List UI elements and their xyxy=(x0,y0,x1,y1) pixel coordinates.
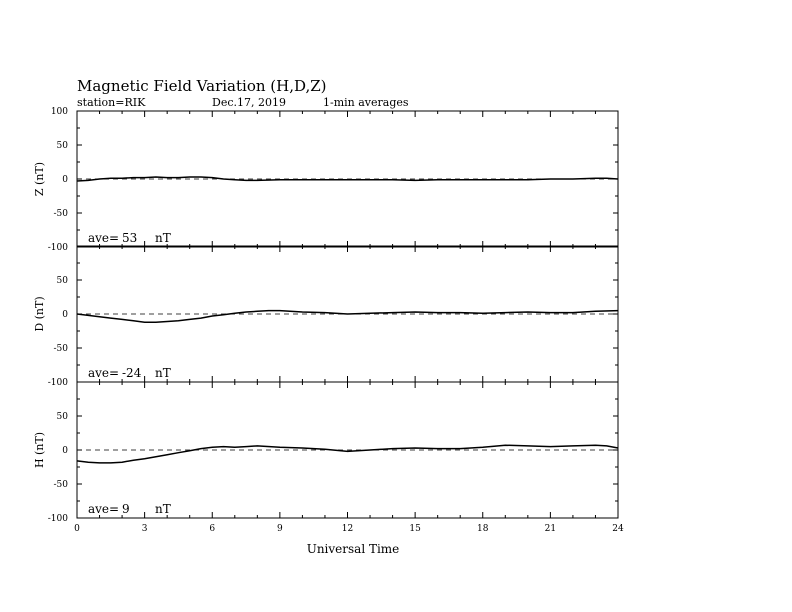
y-tick-label: 0 xyxy=(62,310,68,320)
x-tick-label: 12 xyxy=(341,524,354,534)
ave-unit: nT xyxy=(155,502,171,516)
y-axis-label-d: D (nT) xyxy=(33,296,46,332)
series-line-d xyxy=(77,311,618,323)
y-tick-label: -50 xyxy=(53,209,68,219)
x-tick-label: 18 xyxy=(477,524,489,534)
panel-z xyxy=(33,107,618,253)
y-tick-label: -100 xyxy=(47,378,68,388)
y-tick-label: 50 xyxy=(56,412,68,422)
y-tick-label: -50 xyxy=(53,344,68,354)
y-axis-label-h: H (nT) xyxy=(33,431,46,469)
y-tick-label: 50 xyxy=(56,276,68,286)
y-tick-label: -100 xyxy=(47,243,68,253)
y-tick-label: -100 xyxy=(47,514,68,524)
x-tick-label: 0 xyxy=(74,524,80,534)
ave-value-z: 53 xyxy=(122,231,138,245)
x-tick-label: 6 xyxy=(209,524,216,534)
ave-label: ave= xyxy=(88,366,120,380)
x-tick-label: 15 xyxy=(409,524,421,534)
x-tick-label: 9 xyxy=(277,524,283,534)
chart-title: Magnetic Field Variation (H,D,Z) xyxy=(77,77,327,95)
series-line-h xyxy=(77,445,618,463)
y-tick-label: 50 xyxy=(56,141,68,151)
y-axis-label-z: Z (nT) xyxy=(33,161,46,197)
ave-unit: nT xyxy=(155,231,171,245)
date-label: Dec.17, 2019 xyxy=(212,96,286,109)
y-tick-label: 100 xyxy=(50,107,68,117)
panel-h xyxy=(33,382,618,524)
y-tick-label: -50 xyxy=(53,480,68,490)
ave-label: ave= xyxy=(88,231,120,245)
x-tick-label: 3 xyxy=(141,524,148,534)
x-tick-label: 21 xyxy=(544,524,557,534)
y-tick-label: 0 xyxy=(62,175,68,185)
ave-value-h: 9 xyxy=(122,502,130,516)
y-tick-label: 0 xyxy=(62,446,68,456)
x-tick-label: 24 xyxy=(612,524,624,534)
ave-value-d: -24 xyxy=(122,366,142,380)
ave-label: ave= xyxy=(88,502,120,516)
plot-area xyxy=(33,107,624,534)
station-label: station=RIK xyxy=(77,96,146,109)
panel-d xyxy=(33,246,618,388)
x-axis-label: Universal Time xyxy=(306,542,400,556)
ave-unit: nT xyxy=(155,366,171,380)
averaging-label: 1-min averages xyxy=(323,96,409,109)
